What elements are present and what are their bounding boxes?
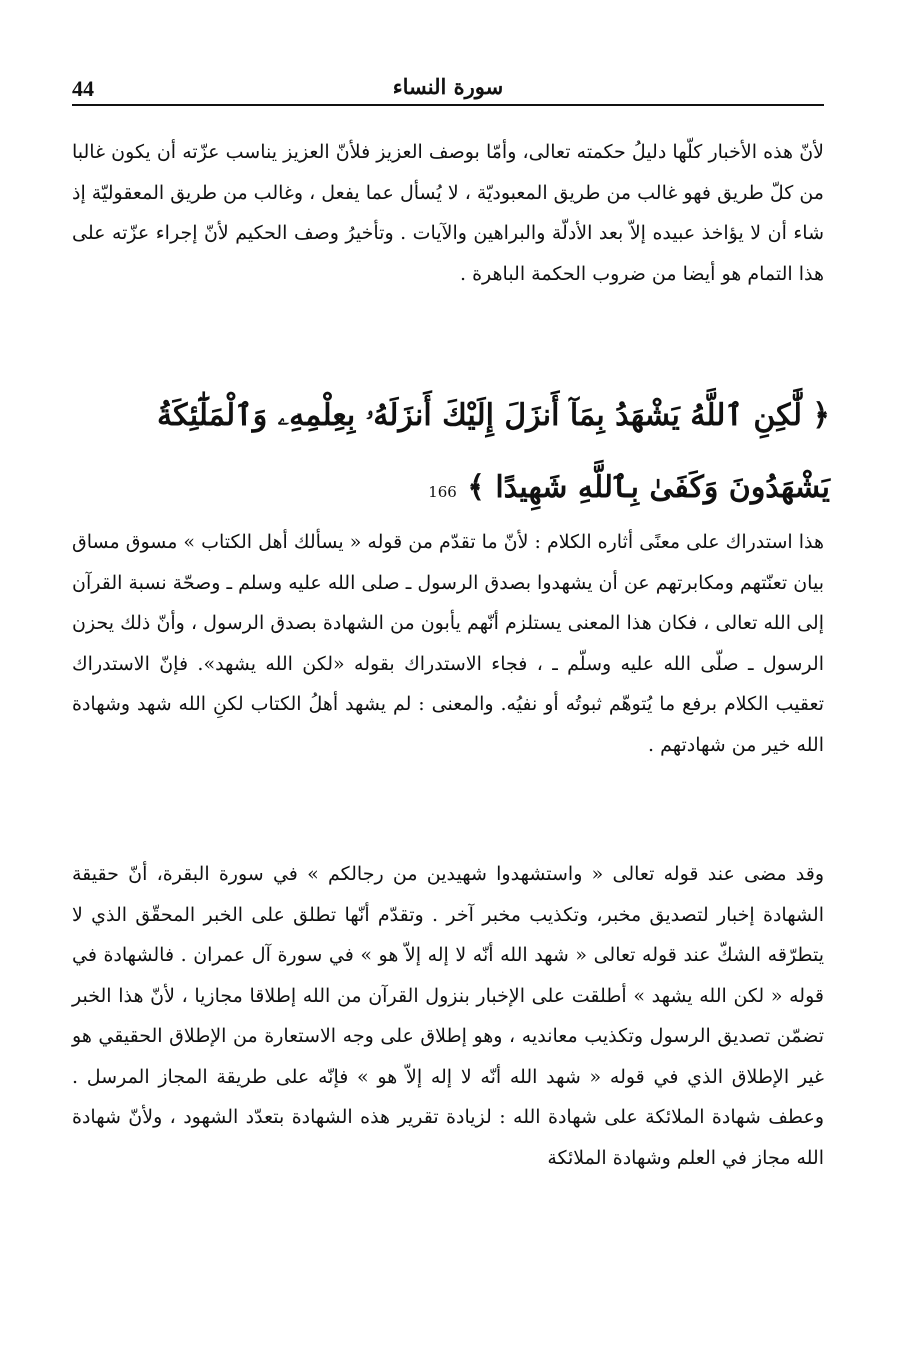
quran-verse xyxy=(60,380,830,528)
verse-text: ﴿ لَّٰكِنِ ٱللَّهُ يَشْهَدُ بِمَآ أَنزَلَ إِلَيْكَ أَنزَلَهُۥ بِعِلْمِهِۦ وَٱلْمَلَٰٓئِكَةُ يَشْهَدُونَ وَكَفَىٰ بِٱللَّهِ شَهِيدًا ﴾ xyxy=(157,398,830,505)
surah-title: سورة النساء xyxy=(392,74,504,99)
page-number: 44 xyxy=(72,76,94,101)
verse-number: 166 xyxy=(428,483,457,501)
paragraph-1: لأنّ هذه الأخبار كلّها دليلُ حكمته تعالى، وأمّا بوصف العزيز فلأنّ العزيز يناسب عزّته أن يكون غالبا من كلّ طريق فهو غالب من طريق المعبوديّة ، لا يُسأل عما يفعل ، وغالب من طريق المعقوليّة إذ شاء أن لا يؤاخذ عبيده إلاّ بعد الأدلّة والبراهين والآيات . وتأخيرُ وصف الحكيم لأنّ إجراء عزّته على هذا التمام هو أيضا من ضروب الحكمة الباهرة . xyxy=(72,141,824,285)
page-header xyxy=(72,74,824,106)
paragraph-3: وقد مضى عند قوله تعالى « واستشهدوا شهيدين من رجالكم » في سورة البقرة، أنّ حقيقة الشهادة إخبار لتصديق مخبر، وتكذيب مخبر آخر . وتقدّم أنّها تطلق على الخبر المحقّق الذي لا يتطرّقه الشكّ عند قوله تعالى « شهد الله أنّه لا إله إلاّ هو » في سورة آل عمران . فالشهادة في قوله « لكن الله يشهد » أطلقت على الإخبار بنزول القرآن من الله إطلاقا مجازيا ، لأنّ هذا الخبر تضمّن تصديق الرسول وتكذيب معانديه ، وهو إطلاق على وجه الاستعارة من الإطلاق الحقيقي هو غير الإطلاق الذي في قوله « شهد الله أنّه لا إله إلاّ هو » فإنّه على طريقة المجاز المرسل . وعطف شهادة الملائكة على شهادة الله : لزيادة تقرير هذه الشهادة بتعدّد الشهود ، ولأنّ شهادة الله مجاز في العلم وشهادة الملائكة xyxy=(72,863,824,1169)
paragraph-2: هذا استدراك على معنًى أثاره الكلام : لأنّ ما تقدّم من قوله « يسألك أهل الكتاب » مسوق مساق بيان تعنّتهم ومكابرتهم عن أن يشهدوا بصدق الرسول ـ صلى الله عليه وسلم ـ وصحّة نسبة القرآن إلى الله تعالى ، فكان هذا المعنى يستلزم أنّهم يأبون من الشهادة بصدق الرسول ، وأنّ ذلك يحزن الرسول ـ صلّى الله عليه وسلّم ـ ، فجاء الاستدراك بقوله «لكن الله يشهد». فإنّ الاستدراك تعقيب الكلام برفع ما يُتوهّم ثبوتُه أو نفيُه. والمعنى : لم يشهد أهلُ الكتاب لكنِ الله شهد وشهادة الله خير من شهادتهم . xyxy=(72,531,824,756)
